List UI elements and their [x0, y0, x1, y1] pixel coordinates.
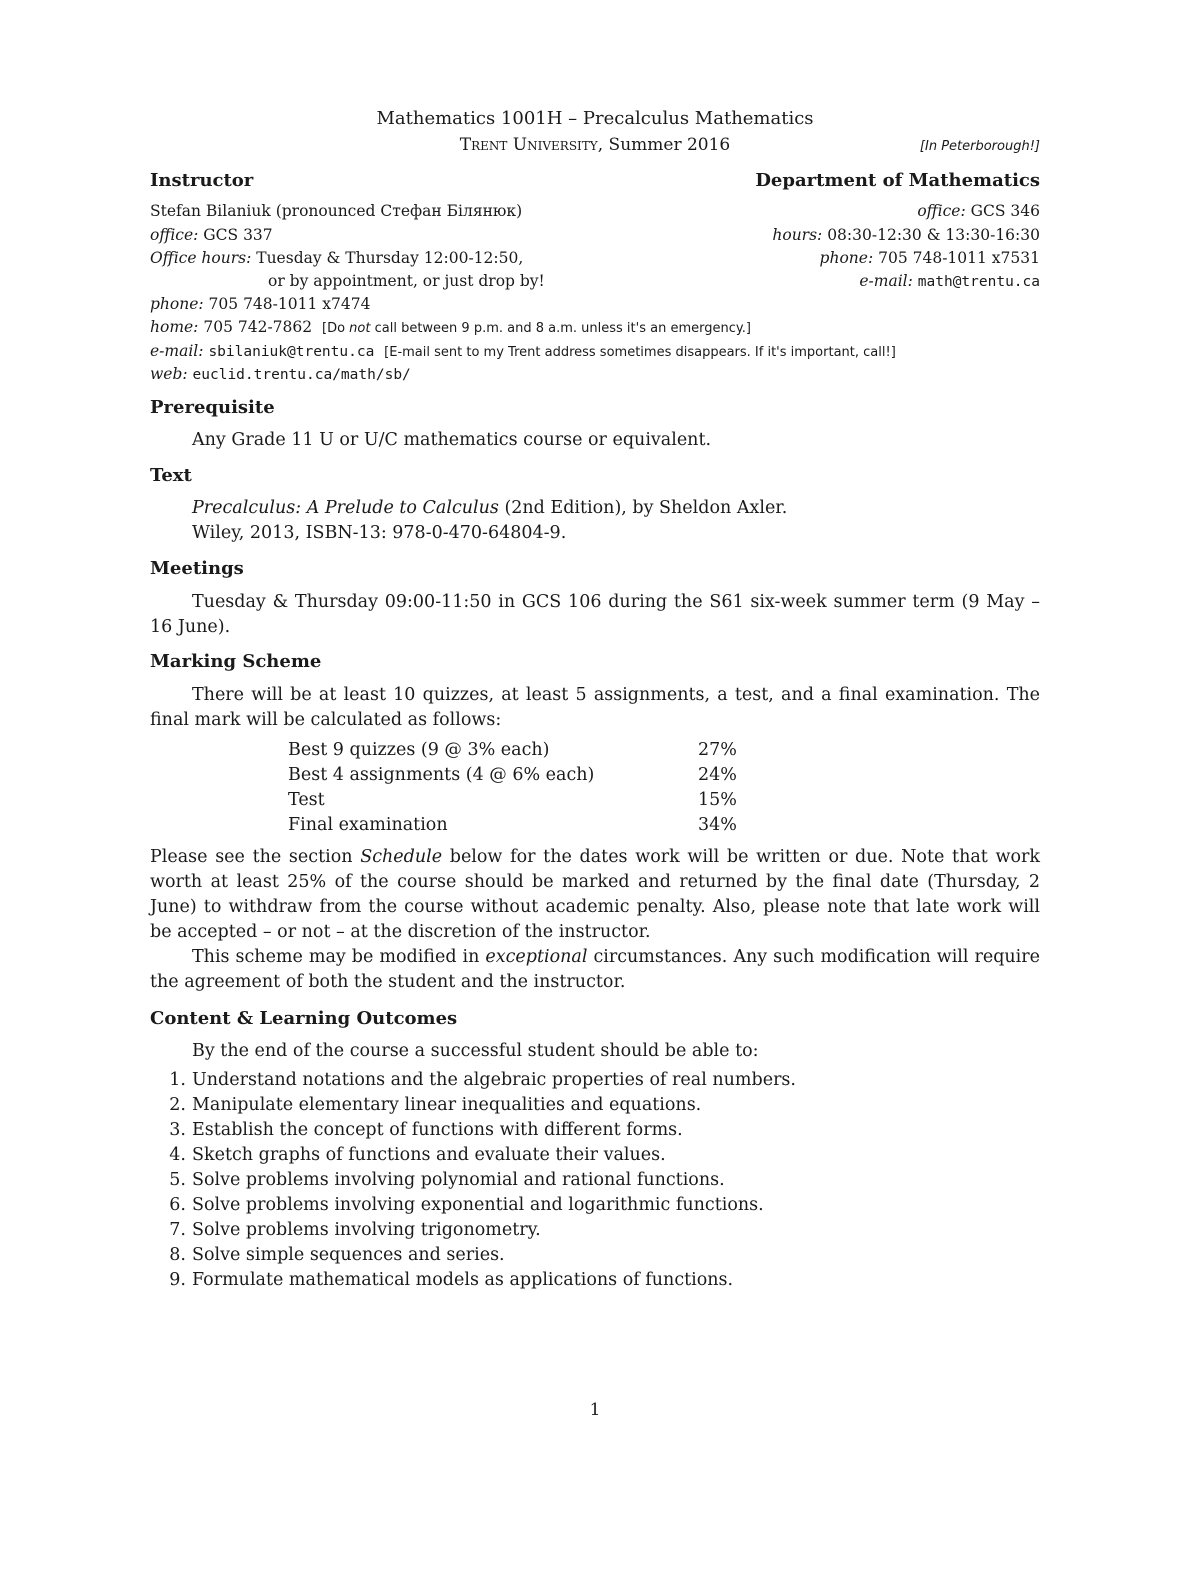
- dept-phone-label: phone:: [819, 249, 874, 267]
- instructor-hours: [150, 249, 523, 267]
- list-item: [150, 1143, 796, 1168]
- office-value: GCS 337: [198, 226, 273, 244]
- instructor-web: [150, 365, 411, 383]
- item-text: Solve problems involving trigonometry.: [192, 1220, 541, 1240]
- mark-label: Test: [288, 790, 325, 810]
- table-row: [288, 813, 737, 838]
- dept-office: [917, 202, 1040, 220]
- item-number: 8.: [169, 1245, 186, 1265]
- instructor-office: [150, 226, 273, 244]
- instructor-name: Stefan Bilaniuk (pronounced Стефан Білянюк): [150, 202, 523, 220]
- mark-value: 15%: [698, 790, 737, 810]
- term: , Summer 2016: [597, 135, 731, 155]
- dept-office-value: GCS 346: [965, 202, 1040, 220]
- text-heading: Text: [150, 465, 192, 486]
- course-subtitle: [150, 135, 1040, 155]
- list-item: [150, 1068, 796, 1093]
- list-item: [150, 1093, 796, 1118]
- mark-label: Final examination: [288, 815, 448, 835]
- mod-exceptional: exceptional: [485, 947, 588, 967]
- department-heading: Department of Mathematics: [755, 170, 1040, 191]
- marking-intro: There will be at least 10 quizzes, at least 5 assignments, a test, and a final examination. The final mark will be calculated as follows:: [150, 685, 1040, 730]
- home-note-pre: [Do: [322, 321, 350, 336]
- table-row: [288, 763, 737, 788]
- item-number: 9.: [169, 1270, 186, 1290]
- dept-hours-label: hours:: [772, 226, 823, 244]
- phone-value: 705 748-1011 x7474: [203, 295, 371, 313]
- mark-value: 34%: [698, 815, 737, 835]
- dept-email-link[interactable]: math@trentu.ca: [917, 274, 1040, 290]
- location-note: [In Peterborough!]: [919, 139, 1040, 154]
- home-value: 705 742-7862: [198, 318, 313, 336]
- hours-extra: or by appointment, or just drop by!: [268, 272, 545, 290]
- mod-post: circumstances. Any such modification will require the agreement of both the student and the instructor.: [150, 947, 1041, 992]
- item-number: 7.: [169, 1220, 186, 1240]
- home-label: home:: [150, 318, 199, 336]
- list-item: [150, 1193, 796, 1218]
- item-number: 1.: [169, 1070, 186, 1090]
- outcomes-heading: Content & Learning Outcomes: [150, 1008, 458, 1029]
- list-item: [150, 1268, 796, 1293]
- book-rest: (2nd Edition), by Sheldon Axler.: [498, 498, 788, 518]
- item-text: Sketch graphs of functions and evaluate their values.: [192, 1145, 666, 1165]
- note-pre: Please see the section: [150, 847, 361, 867]
- mark-label: Best 9 quizzes (9 @ 3% each): [288, 740, 550, 760]
- page-number: 1: [589, 1400, 601, 1420]
- meetings-text: Tuesday & Thursday 09:00-11:50 in GCS 106 during the S61 six-week summer term (9 May – 16 June).: [150, 592, 1040, 637]
- email-label: e-mail:: [150, 342, 204, 360]
- dept-email-label: e-mail:: [859, 272, 913, 290]
- dept-phone-value: 705 748-1011 x7531: [873, 249, 1040, 267]
- marking-table: [288, 738, 737, 838]
- publisher-line: Wiley, 2013, ISBN-13: 978-0-470-64804-9.: [192, 523, 567, 543]
- book-title: Precalculus: A Prelude to Calculus: [192, 498, 499, 518]
- schedule-ref: Schedule: [360, 847, 443, 867]
- item-number: 3.: [169, 1120, 186, 1140]
- instructor-heading: Instructor: [150, 170, 254, 191]
- item-text: Solve problems involving polynomial and rational functions.: [192, 1170, 725, 1190]
- list-item: [150, 1118, 796, 1143]
- dept-office-label: office:: [917, 202, 966, 220]
- email-link[interactable]: sbilaniuk@trentu.ca: [208, 344, 375, 360]
- dept-email: [859, 272, 1040, 290]
- marking-heading: Marking Scheme: [150, 651, 322, 672]
- prerequisite-heading: Prerequisite: [150, 397, 275, 418]
- home-note: [322, 321, 751, 336]
- instructor-phone: [150, 295, 370, 313]
- item-text: Solve simple sequences and series.: [192, 1245, 505, 1265]
- hours-value: Tuesday & Thursday 12:00-12:50,: [251, 249, 524, 267]
- item-number: 6.: [169, 1195, 186, 1215]
- home-note-post: call between 9 p.m. and 8 a.m. unless it's an emergency.]: [370, 321, 751, 336]
- instructor-home: [150, 318, 751, 336]
- item-text: Manipulate elementary linear inequalities and equations.: [192, 1095, 702, 1115]
- web-label: web:: [150, 365, 188, 383]
- home-note-not: not: [349, 321, 371, 336]
- page-title: Mathematics 1001H – Precalculus Mathematics: [376, 108, 814, 129]
- item-number: 2.: [169, 1095, 186, 1115]
- mark-value: 27%: [698, 740, 737, 760]
- dept-hours: [772, 226, 1040, 244]
- table-row: [288, 788, 737, 813]
- mark-label: Best 4 assignments (4 @ 6% each): [288, 765, 595, 785]
- mark-value: 24%: [698, 765, 737, 785]
- hours-label: Office hours:: [150, 249, 252, 267]
- marking-note: [150, 845, 1040, 945]
- phone-label: phone:: [150, 295, 204, 313]
- item-number: 5.: [169, 1170, 186, 1190]
- instructor-email: [150, 342, 896, 360]
- web-link[interactable]: euclid.trentu.ca/math/sb/: [192, 367, 411, 383]
- book-line: [192, 496, 787, 521]
- note-post: below for the dates work will be written or due. Note that work worth at least 25% of the course should be marked and returned by the final date (Thursday, 2 June) to withdraw from the course without academic penalty. Also, please note that late work will be accepted – or not – at the discretion of the instructor.: [150, 847, 1040, 942]
- mod-pre: This scheme may be modified in: [192, 947, 486, 967]
- item-text: Understand notations and the algebraic properties of real numbers.: [192, 1070, 796, 1090]
- table-row: [288, 738, 737, 763]
- outcomes-list: [150, 1068, 796, 1293]
- meetings-heading: Meetings: [150, 558, 244, 579]
- university-name: Trent University: [459, 135, 598, 155]
- document-page: [150, 0, 1040, 1581]
- prerequisite-text: Any Grade 11 U or U/C mathematics course or equivalent.: [192, 430, 712, 450]
- list-item: [150, 1218, 796, 1243]
- item-number: 4.: [169, 1145, 186, 1165]
- dept-phone: [820, 249, 1040, 267]
- office-label: office:: [150, 226, 199, 244]
- outcomes-intro: By the end of the course a successful student should be able to:: [192, 1041, 759, 1061]
- item-text: Establish the concept of functions with different forms.: [192, 1120, 683, 1140]
- list-item: [150, 1168, 796, 1193]
- email-note: [E-mail sent to my Trent address sometimes disappears. If it's important, call!]: [384, 345, 896, 360]
- dept-hours-value: 08:30-12:30 & 13:30-16:30: [822, 226, 1040, 244]
- item-text: Formulate mathematical models as applications of functions.: [192, 1270, 734, 1290]
- list-item: [150, 1243, 796, 1268]
- marking-modification: [150, 945, 1040, 995]
- item-text: Solve problems involving exponential and logarithmic functions.: [192, 1195, 764, 1215]
